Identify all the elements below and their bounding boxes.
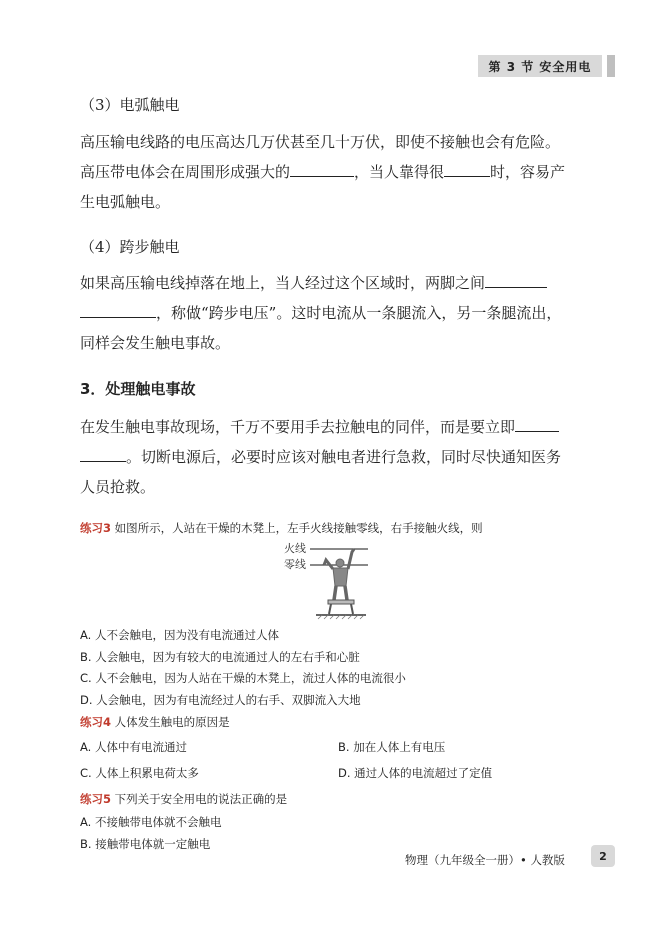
text-fragment: ，称做“跨步电压”。这时电流从一条腿流入，另一条腿流出，: [156, 304, 562, 322]
text-fragment: 如果高压输电线掉落在地上，当人经过这个区域时，两脚之间: [80, 274, 486, 292]
paragraph-handling: [80, 412, 586, 502]
fire-wire-label: 火线: [284, 542, 306, 555]
section-title-handling: 3．处理触电事故: [80, 380, 196, 398]
question-text: 如图所示，人站在干燥的木凳上，左手火线接触零线，右手接触火线，则: [114, 521, 483, 535]
exercise-3-option-c[interactable]: C. 人不会触电，因为人站在干燥的木凳上，流过人体的电流很小: [80, 671, 406, 685]
text-fragment: 在发生触电事故现场，千万不要用手去拉触电的同伴，而是要立即: [80, 418, 516, 436]
exercise-4-option-d[interactable]: D. 通过人体的电流超过了定值: [338, 766, 493, 780]
text-line: 生电弧触电。: [80, 193, 171, 211]
exercise-label: 练习5: [80, 792, 112, 806]
exercise-4-question: [80, 714, 230, 730]
fill-blank: [515, 415, 559, 432]
subsection-title-step: （4）跨步触电: [80, 238, 180, 256]
fill-blank: [444, 160, 490, 177]
exercise-4-option-b[interactable]: B. 加在人体上有电压: [338, 740, 446, 754]
text-fragment: 高压带电体会在周围形成强大的: [80, 163, 291, 181]
text-line: [80, 442, 586, 472]
exercise-5-option-a[interactable]: A. 不接触带电体就不会触电: [80, 815, 222, 829]
fill-blank: [485, 271, 547, 288]
section-header: 第 3 节 安全用电: [478, 55, 602, 77]
text-line: 高压输电线路的电压高达几万伏甚至几十万伏，即使不接触也会有危险。: [80, 133, 561, 151]
text-line: [80, 412, 586, 442]
paragraph-step: [80, 268, 586, 358]
fill-blank: [290, 160, 354, 177]
exercise-3-question: [80, 520, 483, 536]
question-text: 人体发生触电的原因是: [114, 715, 230, 729]
person-figure: [324, 549, 354, 600]
header-decoration-bar: [607, 55, 615, 77]
text-fragment: 。切断电源后，必要时应该对触电者进行急救，同时尽快通知医务: [126, 448, 562, 466]
exercise-5-question: [80, 791, 287, 807]
page-number: 2: [591, 845, 615, 867]
exercise-label: 练习4: [80, 715, 112, 729]
text-line: [80, 157, 586, 187]
exercise-3-option-a[interactable]: A. 人不会触电，因为没有电流通过人体: [80, 628, 279, 642]
exercise-3-option-d[interactable]: D. 人会触电，因为有电流经过人的右手、双脚流入大地: [80, 693, 361, 707]
text-fragment: 时，容易产: [490, 163, 566, 181]
exercise-3-option-b[interactable]: B. 人会触电，因为有较大的电流通过人的左右手和心脏: [80, 650, 360, 664]
wooden-stool: [328, 600, 354, 614]
neutral-wire-label: 零线: [284, 558, 306, 571]
question-text: 下列关于安全用电的说法正确的是: [114, 792, 288, 806]
electric-shock-figure: [280, 540, 370, 620]
subsection-title-arc: （3）电弧触电: [80, 96, 180, 114]
text-fragment: ，当人靠得很: [354, 163, 445, 181]
fill-blank: [80, 301, 156, 318]
text-line: 同样会发生触电事故。: [80, 334, 231, 352]
text-line: [80, 268, 586, 298]
book-title-footer: 物理（九年级全一册）• 人教版: [405, 853, 565, 867]
fill-blank: [80, 445, 126, 462]
exercise-4-option-c[interactable]: C. 人体上积累电荷太多: [80, 766, 199, 780]
exercise-5-option-b[interactable]: B. 接触带电体就一定触电: [80, 837, 211, 851]
text-line: 人员抢救。: [80, 478, 156, 496]
exercise-label: 练习3: [80, 521, 112, 535]
text-line: [80, 298, 586, 328]
paragraph-arc: [80, 127, 586, 217]
exercise-4-option-a[interactable]: A. 人体中有电流通过: [80, 740, 187, 754]
